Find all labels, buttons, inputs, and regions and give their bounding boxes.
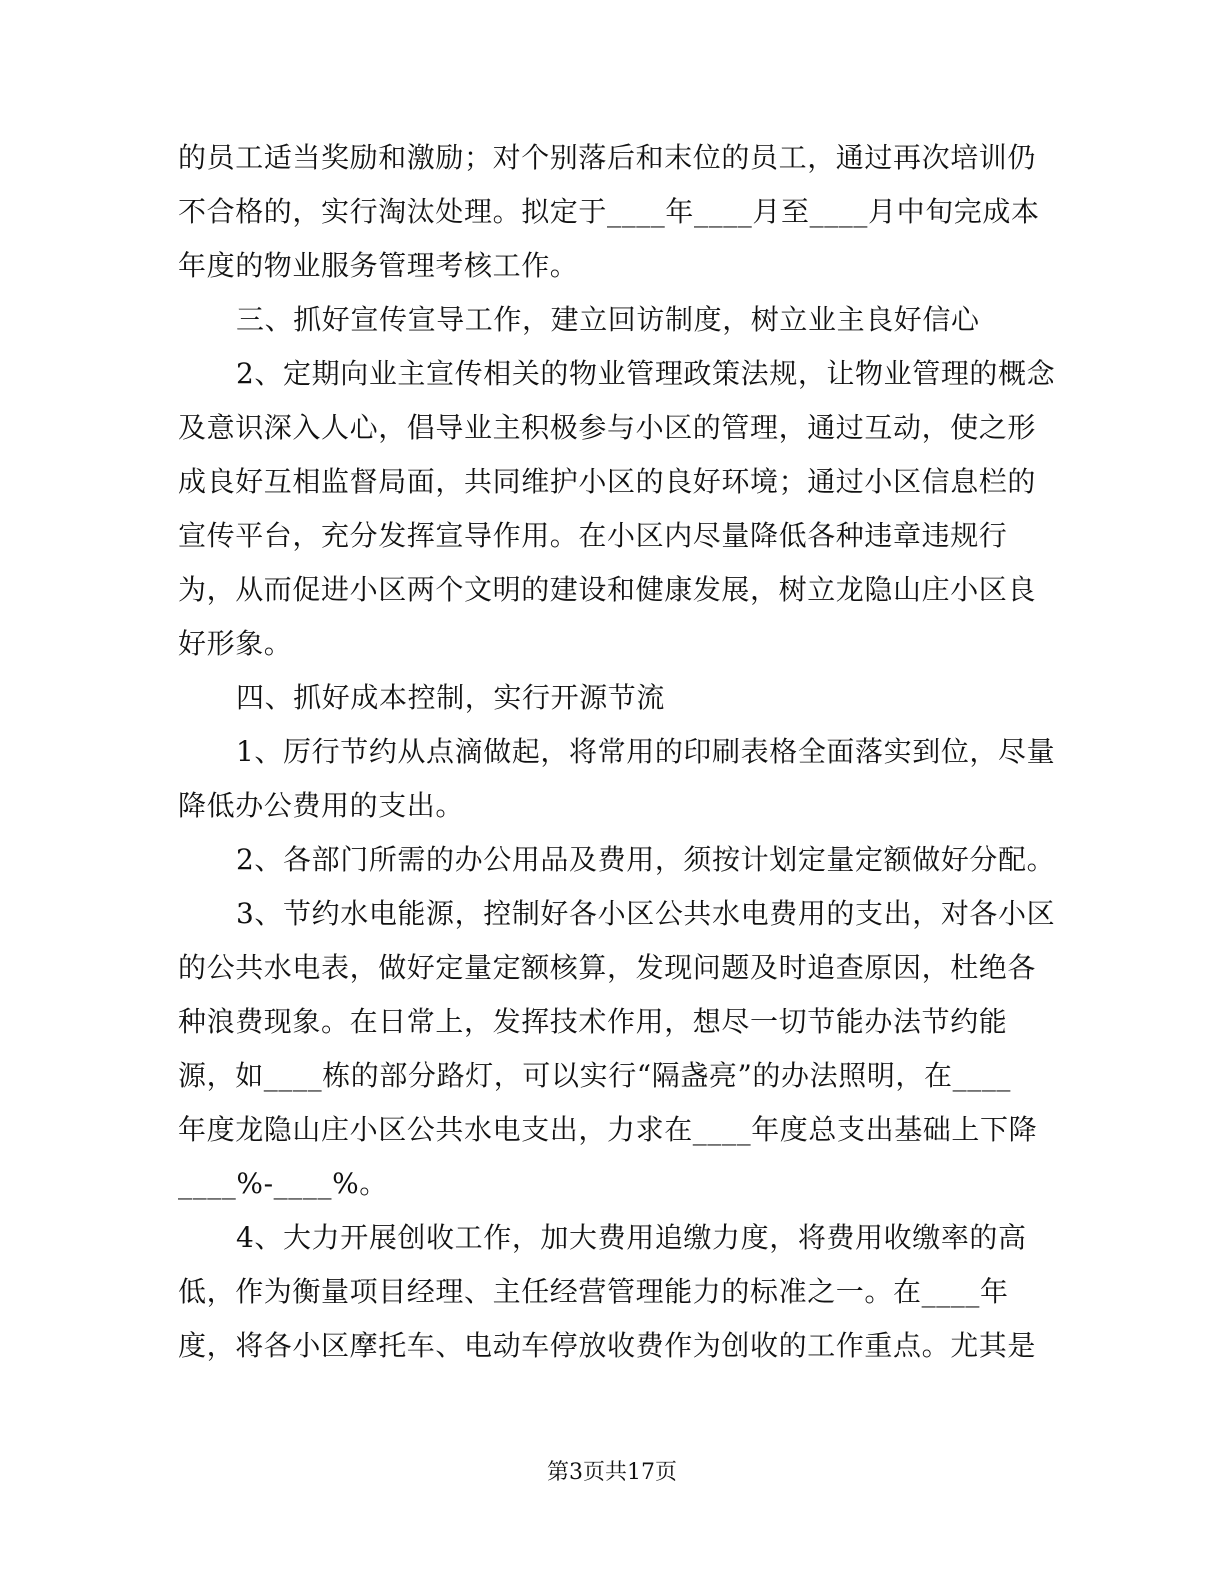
- text-line: 4、大力开展创收工作，加大费用追缴力度，将费用收缴率的高: [236, 1221, 1027, 1254]
- text-line: 种浪费现象。在日常上，发挥技术作用，想尽一切节能办法节约能: [178, 1005, 1008, 1038]
- text-line: 好形象。: [178, 627, 293, 660]
- section-heading: 三、抓好宣传宣导工作，建立回访制度，树立业主良好信心: [236, 303, 980, 336]
- text-line: 降低办公费用的支出。: [178, 789, 465, 822]
- text-line: 宣传平台，充分发挥宣导作用。在小区内尽量降低各种违章违规行: [178, 519, 1008, 552]
- page-number: 第3页共17页: [547, 1460, 677, 1485]
- text-line: ____%-____%。: [178, 1167, 388, 1200]
- text-line: 源，如____栋的部分路灯，可以实行“隔盏亮”的办法照明，在____: [178, 1059, 1012, 1092]
- text-line: 为，从而促进小区两个文明的建设和健康发展，树立龙隐山庄小区良: [178, 573, 1037, 606]
- text-line: 2、定期向业主宣传相关的物业管理政策法规，让物业管理的概念: [236, 357, 1056, 390]
- section-heading: 四、抓好成本控制，实行开源节流: [236, 681, 666, 714]
- text-line: 1、厉行节约从点滴做起，将常用的印刷表格全面落实到位，尽量: [236, 735, 1056, 768]
- text-line: 不合格的，实行淘汰处理。拟定于____年____月至____月中旬完成本: [178, 195, 1040, 228]
- text-line: 的公共水电表，做好定量定额核算，发现问题及时追查原因，杜绝各: [178, 951, 1037, 984]
- text-line: 及意识深入人心，倡导业主积极参与小区的管理，通过互动，使之形: [178, 411, 1037, 444]
- text-line: 的员工适当奖励和激励；对个别落后和末位的员工，通过再次培训仍: [178, 141, 1037, 174]
- text-line: 年度的物业服务管理考核工作。: [178, 249, 579, 282]
- text-line: 低，作为衡量项目经理、主任经营管理能力的标准之一。在____年: [178, 1275, 1009, 1308]
- text-line: 年度龙隐山庄小区公共水电支出，力求在____年度总支出基础上下降: [178, 1113, 1038, 1146]
- text-line: 成良好互相监督局面，共同维护小区的良好环境；通过小区信息栏的: [178, 465, 1037, 498]
- text-line: 2、各部门所需的办公用品及费用，须按计划定量定额做好分配。: [236, 843, 1056, 876]
- text-line: 度，将各小区摩托车、电动车停放收费作为创收的工作重点。尤其是: [178, 1329, 1037, 1362]
- text-line: 3、节约水电能源，控制好各小区公共水电费用的支出，对各小区: [236, 897, 1056, 930]
